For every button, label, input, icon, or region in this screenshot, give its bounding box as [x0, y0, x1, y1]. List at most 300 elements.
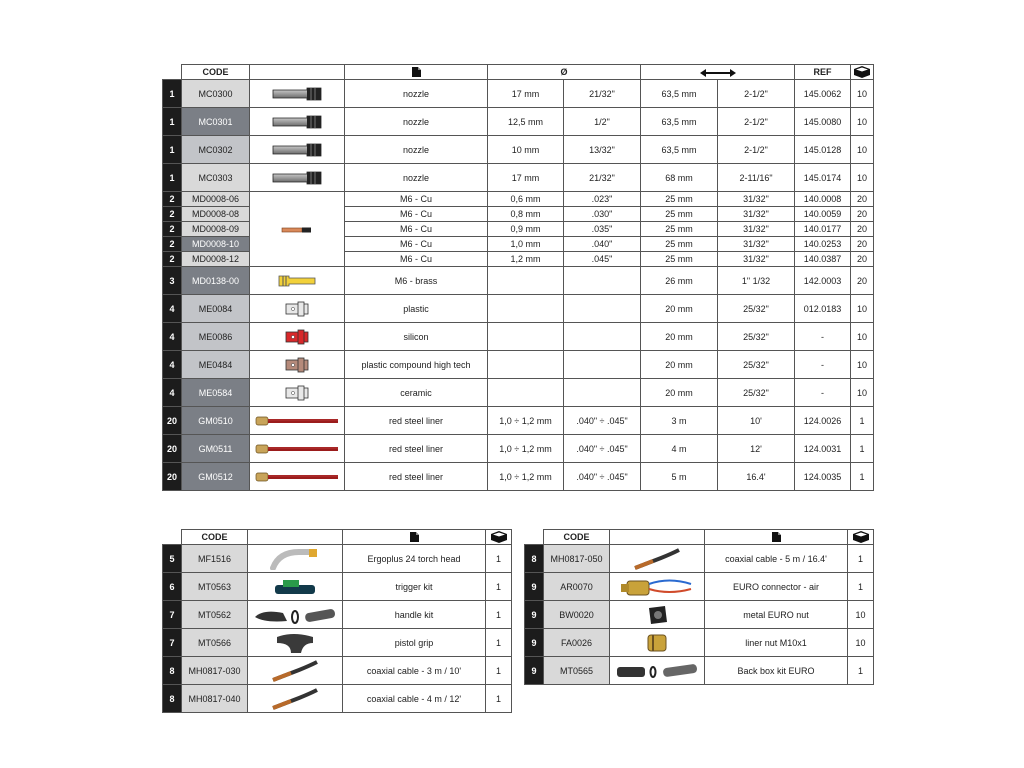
- euro-icon: [619, 575, 695, 599]
- length-mm: 20 mm: [641, 323, 718, 351]
- part-code: MT0562: [182, 601, 248, 629]
- handle-icon: [253, 605, 337, 625]
- part-code: BW0020: [544, 601, 610, 629]
- length-inch: 25/32": [718, 295, 795, 323]
- table-row: [163, 136, 874, 164]
- part-image: [610, 657, 705, 685]
- length-mm: 20 mm: [641, 295, 718, 323]
- table-row: [163, 685, 512, 713]
- table-row: [525, 657, 874, 685]
- diameter-inch: .040": [564, 237, 641, 252]
- table-row: [163, 435, 874, 463]
- diameter-mm: [488, 351, 564, 379]
- blank-header: [163, 530, 182, 545]
- part-description: EURO connector - air: [705, 573, 848, 601]
- diameter-inch: .045": [564, 252, 641, 267]
- part-code: MC0300: [182, 80, 250, 108]
- document-icon: [412, 67, 421, 77]
- liner-icon: [254, 414, 340, 428]
- part-code: MD0008-09: [182, 222, 250, 237]
- row-number: 2: [163, 252, 182, 267]
- part-image: [248, 545, 343, 573]
- part-image: [250, 164, 345, 192]
- diameter-inch: [564, 323, 641, 351]
- diameter-mm: [488, 295, 564, 323]
- ref-number: -: [795, 351, 851, 379]
- length-inch: 25/32": [718, 323, 795, 351]
- length-mm: 68 mm: [641, 164, 718, 192]
- document-icon: [410, 532, 419, 542]
- gas-diffuser-icon: [284, 301, 310, 317]
- table-row: [163, 108, 874, 136]
- box-icon: [853, 66, 871, 78]
- part-code: ME0484: [182, 351, 250, 379]
- diameter-mm: [488, 379, 564, 407]
- length-header: [641, 65, 795, 80]
- table-row: [163, 351, 874, 379]
- part-code: MH0817-040: [182, 685, 248, 713]
- diameter-inch: .040" ÷ .045": [564, 407, 641, 435]
- table-row: [163, 601, 512, 629]
- part-image: [250, 267, 345, 295]
- part-code: MC0302: [182, 136, 250, 164]
- quantity: 20: [851, 267, 874, 295]
- cable-icon: [631, 548, 683, 570]
- liner-icon: [254, 442, 340, 456]
- quantity: 20: [851, 252, 874, 267]
- part-description: Ergoplus 24 torch head: [343, 545, 486, 573]
- part-description: Back box kit EURO: [705, 657, 848, 685]
- length-mm: 25 mm: [641, 207, 718, 222]
- row-number: 20: [163, 463, 182, 491]
- part-image: [610, 601, 705, 629]
- diameter-inch: .040" ÷ .045": [564, 435, 641, 463]
- quantity: 10: [851, 379, 874, 407]
- table-row: [163, 463, 874, 491]
- ref-header: REF: [795, 65, 851, 80]
- quantity: 1: [486, 629, 512, 657]
- diameter-mm: 0,6 mm: [488, 192, 564, 207]
- part-image: [250, 80, 345, 108]
- ref-number: 140.0008: [795, 192, 851, 207]
- length-inch: 10': [718, 407, 795, 435]
- nut-icon: [645, 604, 669, 626]
- ref-number: -: [795, 379, 851, 407]
- row-number: 3: [163, 267, 182, 295]
- part-description: plastic: [345, 295, 488, 323]
- part-description: coaxial cable - 5 m / 16.4': [705, 545, 848, 573]
- part-description: liner nut M10x1: [705, 629, 848, 657]
- pistol-icon: [273, 631, 317, 655]
- length-mm: 3 m: [641, 407, 718, 435]
- main-parts-table: [162, 64, 874, 491]
- diameter-mm: 10 mm: [488, 136, 564, 164]
- row-number: 8: [163, 657, 182, 685]
- length-inch: 31/32": [718, 252, 795, 267]
- part-code: MH0817-050: [544, 545, 610, 573]
- table-row: [163, 657, 512, 685]
- cable-icon: [269, 660, 321, 682]
- torch-table-header: [163, 530, 512, 545]
- quantity: 10: [848, 601, 874, 629]
- length-inch: 31/32": [718, 192, 795, 207]
- part-code: ME0084: [182, 295, 250, 323]
- part-description: coaxial cable - 3 m / 10': [343, 657, 486, 685]
- nozzle-icon: [271, 114, 323, 130]
- table-row: [163, 164, 874, 192]
- table-row: [525, 601, 874, 629]
- quantity: 20: [851, 237, 874, 252]
- part-description: M6 - brass: [345, 267, 488, 295]
- length-inch: 16.4': [718, 463, 795, 491]
- ref-number: 124.0031: [795, 435, 851, 463]
- row-number: 1: [163, 136, 182, 164]
- length-mm: 25 mm: [641, 237, 718, 252]
- image-header: [248, 530, 343, 545]
- part-description: M6 - Cu: [345, 192, 488, 207]
- row-number: 1: [163, 164, 182, 192]
- diameter-inch: [564, 351, 641, 379]
- document-icon: [772, 532, 781, 542]
- length-inch: 31/32": [718, 207, 795, 222]
- diameter-mm: 0,9 mm: [488, 222, 564, 237]
- part-image: [250, 295, 345, 323]
- quantity: 20: [851, 222, 874, 237]
- part-code: MC0301: [182, 108, 250, 136]
- row-number: 9: [525, 601, 544, 629]
- diameter-mm: 1,2 mm: [488, 252, 564, 267]
- diameter-inch: .023": [564, 192, 641, 207]
- quantity: 20: [851, 192, 874, 207]
- ref-number: 124.0026: [795, 407, 851, 435]
- part-code: MF1516: [182, 545, 248, 573]
- row-number: 5: [163, 545, 182, 573]
- part-description: metal EURO nut: [705, 601, 848, 629]
- part-image: [250, 351, 345, 379]
- diameter-mm: [488, 267, 564, 295]
- part-code: MT0563: [182, 573, 248, 601]
- table-row: [163, 573, 512, 601]
- ref-number: 140.0177: [795, 222, 851, 237]
- part-image: [248, 629, 343, 657]
- diameter-mm: 17 mm: [488, 164, 564, 192]
- part-code: MD0008-12: [182, 252, 250, 267]
- row-number: 6: [163, 573, 182, 601]
- length-inch: 25/32": [718, 351, 795, 379]
- quantity: 10: [851, 108, 874, 136]
- part-image: [248, 601, 343, 629]
- part-image: [250, 323, 345, 351]
- row-number: 2: [163, 222, 182, 237]
- trigger-icon: [271, 577, 319, 597]
- diameter-mm: [488, 323, 564, 351]
- row-number: 9: [525, 657, 544, 685]
- linernut-icon: [646, 633, 668, 653]
- quantity: 1: [486, 685, 512, 713]
- image-header: [610, 530, 705, 545]
- part-image: [250, 192, 345, 267]
- part-image: [250, 379, 345, 407]
- row-number: 1: [163, 80, 182, 108]
- gas-diffuser-icon: [284, 385, 310, 401]
- table-row: [525, 573, 874, 601]
- row-number: 4: [163, 379, 182, 407]
- row-number: 20: [163, 407, 182, 435]
- row-number: 2: [163, 192, 182, 207]
- part-image: [610, 545, 705, 573]
- length-mm: 25 mm: [641, 252, 718, 267]
- row-number: 8: [163, 685, 182, 713]
- part-image: [250, 435, 345, 463]
- part-code: FA0026: [544, 629, 610, 657]
- part-description: nozzle: [345, 136, 488, 164]
- length-mm: 63,5 mm: [641, 80, 718, 108]
- length-inch: 31/32": [718, 222, 795, 237]
- part-image: [610, 573, 705, 601]
- quantity: 10: [851, 80, 874, 108]
- part-code: ME0086: [182, 323, 250, 351]
- quantity: 1: [486, 657, 512, 685]
- part-image: [250, 463, 345, 491]
- diameter-inch: [564, 295, 641, 323]
- quantity: 10: [848, 629, 874, 657]
- row-number: 2: [163, 207, 182, 222]
- diameter-mm: 1,0 mm: [488, 237, 564, 252]
- length-inch: 1" 1/32: [718, 267, 795, 295]
- part-code: GM0512: [182, 463, 250, 491]
- qty-header: [486, 530, 512, 545]
- length-mm: 4 m: [641, 435, 718, 463]
- row-number: 7: [163, 629, 182, 657]
- code-header: CODE: [182, 65, 250, 80]
- part-description: red steel liner: [345, 435, 488, 463]
- length-mm: 25 mm: [641, 222, 718, 237]
- qty-header: [851, 65, 874, 80]
- quantity: 10: [851, 136, 874, 164]
- length-mm: 26 mm: [641, 267, 718, 295]
- part-image: [248, 685, 343, 713]
- ref-number: 145.0128: [795, 136, 851, 164]
- part-description: nozzle: [345, 108, 488, 136]
- part-image: [250, 136, 345, 164]
- length-mm: 20 mm: [641, 351, 718, 379]
- diameter-mm: 1,0 ÷ 1,2 mm: [488, 435, 564, 463]
- row-number: 9: [525, 573, 544, 601]
- diameter-inch: .030": [564, 207, 641, 222]
- part-description: M6 - Cu: [345, 252, 488, 267]
- row-number: 1: [163, 108, 182, 136]
- ref-number: 145.0080: [795, 108, 851, 136]
- quantity: 1: [486, 573, 512, 601]
- box-icon: [490, 531, 508, 543]
- part-code: MC0303: [182, 164, 250, 192]
- quantity: 1: [848, 545, 874, 573]
- part-description: red steel liner: [345, 407, 488, 435]
- part-code: MH0817-030: [182, 657, 248, 685]
- blank-header: [163, 65, 182, 80]
- part-image: [250, 407, 345, 435]
- code-header: CODE: [544, 530, 610, 545]
- ref-number: 012.0183: [795, 295, 851, 323]
- nozzle-icon: [271, 86, 323, 102]
- row-number: 2: [163, 237, 182, 252]
- table-row: [163, 407, 874, 435]
- row-number: 4: [163, 351, 182, 379]
- ref-number: 145.0174: [795, 164, 851, 192]
- part-description: handle kit: [343, 601, 486, 629]
- part-description: trigger kit: [343, 573, 486, 601]
- quantity: 10: [851, 351, 874, 379]
- row-number: 9: [525, 629, 544, 657]
- liner-icon: [254, 470, 340, 484]
- part-code: MD0138-00: [182, 267, 250, 295]
- table-row: [163, 379, 874, 407]
- blank-header: [525, 530, 544, 545]
- table-row: [163, 545, 512, 573]
- nozzle-icon: [271, 170, 323, 186]
- diameter-mm: 12,5 mm: [488, 108, 564, 136]
- part-description: ceramic: [345, 379, 488, 407]
- length-inch: 12': [718, 435, 795, 463]
- ref-number: 140.0387: [795, 252, 851, 267]
- table-row: [163, 267, 874, 295]
- diameter-mm: 17 mm: [488, 80, 564, 108]
- tip-holder-icon: [277, 274, 317, 288]
- row-number: 7: [163, 601, 182, 629]
- cable-icon: [269, 688, 321, 710]
- length-inch: 2-1/2": [718, 108, 795, 136]
- connector-parts-table: [524, 529, 874, 685]
- table-row: [525, 629, 874, 657]
- table-row: [163, 295, 874, 323]
- part-code: MT0565: [544, 657, 610, 685]
- quantity: 1: [848, 573, 874, 601]
- table-row: [163, 192, 874, 207]
- qty-header: [848, 530, 874, 545]
- quantity: 1: [486, 545, 512, 573]
- diameter-mm: 0,8 mm: [488, 207, 564, 222]
- part-code: MD0008-10: [182, 237, 250, 252]
- table-row: [163, 80, 874, 108]
- backbox-icon: [615, 661, 699, 681]
- diameter-inch: .035": [564, 222, 641, 237]
- diameter-mm: 1,0 ÷ 1,2 mm: [488, 407, 564, 435]
- length-mm: 63,5 mm: [641, 108, 718, 136]
- part-description: plastic compound high tech: [345, 351, 488, 379]
- diameter-inch: 1/2": [564, 108, 641, 136]
- box-icon: [852, 531, 870, 543]
- ref-number: 142.0003: [795, 267, 851, 295]
- quantity: 10: [851, 164, 874, 192]
- row-number: 4: [163, 323, 182, 351]
- part-code: MD0008-06: [182, 192, 250, 207]
- part-description: M6 - Cu: [345, 207, 488, 222]
- part-description: nozzle: [345, 80, 488, 108]
- torch-parts-table: [162, 529, 512, 713]
- table-row: [525, 545, 874, 573]
- part-description: coaxial cable - 4 m / 12': [343, 685, 486, 713]
- quantity: 20: [851, 207, 874, 222]
- part-image: [610, 629, 705, 657]
- part-description: red steel liner: [345, 463, 488, 491]
- contact-tip-icon: [281, 226, 313, 234]
- diameter-inch: .040" ÷ .045": [564, 463, 641, 491]
- table-row: [163, 629, 512, 657]
- double-arrow-icon: [700, 69, 736, 77]
- table-row: [163, 323, 874, 351]
- quantity: 1: [486, 601, 512, 629]
- quantity: 10: [851, 295, 874, 323]
- nozzle-icon: [271, 142, 323, 158]
- description-header: [343, 530, 486, 545]
- part-description: nozzle: [345, 164, 488, 192]
- part-description: pistol grip: [343, 629, 486, 657]
- part-image: [250, 108, 345, 136]
- part-code: ME0584: [182, 379, 250, 407]
- diameter-inch: [564, 379, 641, 407]
- torchhead-icon: [269, 548, 321, 570]
- part-code: GM0510: [182, 407, 250, 435]
- quantity: 1: [848, 657, 874, 685]
- part-image: [248, 657, 343, 685]
- gas-diffuser-icon: [284, 329, 310, 345]
- row-number: 8: [525, 545, 544, 573]
- quantity: 1: [851, 463, 874, 491]
- length-inch: 25/32": [718, 379, 795, 407]
- ref-number: 145.0062: [795, 80, 851, 108]
- length-inch: 2-1/2": [718, 136, 795, 164]
- diameter-inch: [564, 267, 641, 295]
- description-header: [705, 530, 848, 545]
- code-header: CODE: [182, 530, 248, 545]
- row-number: 20: [163, 435, 182, 463]
- gas-diffuser-icon: [284, 357, 310, 373]
- quantity: 1: [851, 435, 874, 463]
- ref-number: 140.0059: [795, 207, 851, 222]
- part-code: GM0511: [182, 435, 250, 463]
- length-inch: 31/32": [718, 237, 795, 252]
- part-description: silicon: [345, 323, 488, 351]
- length-mm: 5 m: [641, 463, 718, 491]
- ref-number: -: [795, 323, 851, 351]
- length-inch: 2-11/16": [718, 164, 795, 192]
- quantity: 1: [851, 407, 874, 435]
- diameter-header: Ø: [488, 65, 641, 80]
- main-table-header: [163, 65, 874, 80]
- image-header: [250, 65, 345, 80]
- row-number: 4: [163, 295, 182, 323]
- part-description: M6 - Cu: [345, 222, 488, 237]
- part-code: MD0008-08: [182, 207, 250, 222]
- part-description: M6 - Cu: [345, 237, 488, 252]
- part-code: MT0566: [182, 629, 248, 657]
- length-mm: 20 mm: [641, 379, 718, 407]
- description-header: [345, 65, 488, 80]
- connector-table-header: [525, 530, 874, 545]
- length-inch: 2-1/2": [718, 80, 795, 108]
- length-mm: 63,5 mm: [641, 136, 718, 164]
- diameter-mm: 1,0 ÷ 1,2 mm: [488, 463, 564, 491]
- part-image: [248, 573, 343, 601]
- part-code: AR0070: [544, 573, 610, 601]
- ref-number: 124.0035: [795, 463, 851, 491]
- diameter-inch: 21/32": [564, 164, 641, 192]
- length-mm: 25 mm: [641, 192, 718, 207]
- diameter-inch: 21/32": [564, 80, 641, 108]
- ref-number: 140.0253: [795, 237, 851, 252]
- quantity: 10: [851, 323, 874, 351]
- diameter-inch: 13/32": [564, 136, 641, 164]
